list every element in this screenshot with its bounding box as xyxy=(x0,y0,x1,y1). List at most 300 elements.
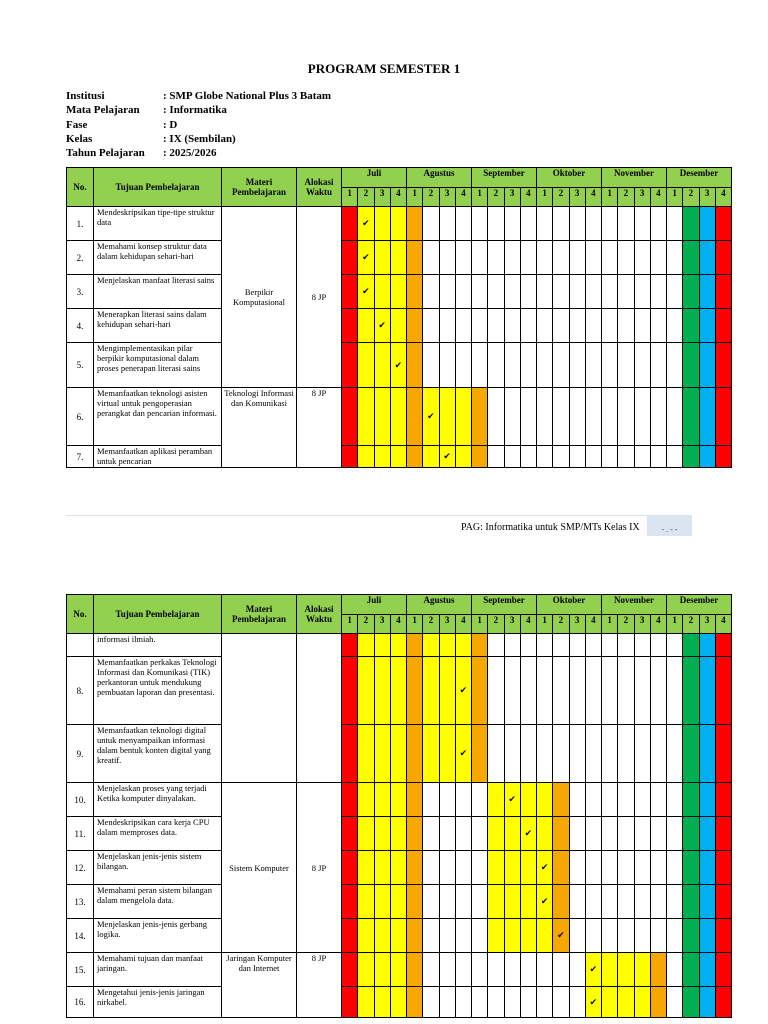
header-tujuan: Tujuan Pembelajaran xyxy=(94,168,222,207)
week-cell xyxy=(618,953,634,987)
week-cell xyxy=(504,275,520,309)
week-cell xyxy=(699,207,715,241)
table-row xyxy=(67,851,732,885)
week-cell xyxy=(699,657,715,725)
week-cell xyxy=(374,275,390,309)
week-cell xyxy=(423,783,439,817)
week-cell xyxy=(439,725,455,783)
week-cell xyxy=(667,851,683,885)
week-cell xyxy=(553,817,569,851)
table-row xyxy=(67,657,732,725)
week-cell xyxy=(390,919,406,953)
week-header: 2 xyxy=(358,188,374,207)
week-cell xyxy=(553,953,569,987)
week-cell xyxy=(390,207,406,241)
week-cell xyxy=(407,953,423,987)
week-header: 3 xyxy=(504,615,520,634)
week-cell xyxy=(390,885,406,919)
week-cell xyxy=(407,783,423,817)
week-cell xyxy=(374,657,390,725)
week-cell xyxy=(585,851,601,885)
week-cell xyxy=(569,241,585,275)
week-cell xyxy=(537,309,553,343)
week-cell xyxy=(699,275,715,309)
week-cell xyxy=(520,309,536,343)
week-cell xyxy=(634,446,650,468)
week-cell xyxy=(667,343,683,388)
week-cell xyxy=(374,987,390,1018)
week-cell xyxy=(667,987,683,1018)
week-cell xyxy=(602,885,618,919)
check-mark-icon: ✔ xyxy=(362,218,370,228)
week-cell xyxy=(374,783,390,817)
week-header: 2 xyxy=(618,615,634,634)
month-header: Oktober xyxy=(537,168,602,188)
week-cell xyxy=(618,388,634,446)
week-cell xyxy=(504,309,520,343)
week-cell xyxy=(342,275,358,309)
week-cell xyxy=(455,309,471,343)
week-cell xyxy=(504,987,520,1018)
week-cell xyxy=(634,885,650,919)
week-cell xyxy=(423,987,439,1018)
week-cell xyxy=(618,207,634,241)
week-cell xyxy=(618,241,634,275)
week-cell xyxy=(553,919,569,953)
week-cell xyxy=(553,783,569,817)
header-materi: Materi Pembelajaran xyxy=(222,168,297,207)
week-cell xyxy=(455,446,471,468)
week-header: 1 xyxy=(667,188,683,207)
week-cell xyxy=(342,388,358,446)
week-cell xyxy=(715,343,731,388)
week-cell xyxy=(650,987,666,1018)
month-header: Juli xyxy=(342,168,407,188)
week-cell xyxy=(650,657,666,725)
week-cell xyxy=(699,885,715,919)
week-cell xyxy=(585,783,601,817)
week-cell xyxy=(488,987,504,1018)
week-cell xyxy=(650,241,666,275)
week-cell xyxy=(374,388,390,446)
row-number: 6. xyxy=(67,388,94,446)
row-number: 14. xyxy=(67,919,94,953)
week-cell xyxy=(423,275,439,309)
week-cell xyxy=(537,634,553,657)
week-cell xyxy=(423,309,439,343)
week-cell xyxy=(439,309,455,343)
week-cell xyxy=(699,817,715,851)
week-cell xyxy=(439,275,455,309)
week-cell xyxy=(407,634,423,657)
week-cell xyxy=(667,919,683,953)
week-cell xyxy=(472,885,488,919)
alokasi-waktu: 8 JP xyxy=(297,388,342,468)
week-cell xyxy=(585,953,601,987)
week-cell xyxy=(537,388,553,446)
info-value: : SMP Globe National Plus 3 Batam xyxy=(163,90,332,102)
week-cell xyxy=(358,657,374,725)
week-cell xyxy=(537,817,553,851)
month-header: September xyxy=(472,168,537,188)
row-number: 2. xyxy=(67,241,94,275)
week-cell xyxy=(439,343,455,388)
week-cell xyxy=(585,987,601,1018)
row-number: 3. xyxy=(67,275,94,309)
week-cell xyxy=(520,634,536,657)
week-cell xyxy=(504,919,520,953)
week-cell xyxy=(699,309,715,343)
week-cell xyxy=(439,953,455,987)
row-number: 7. xyxy=(67,446,94,468)
week-cell xyxy=(537,885,553,919)
row-number: 13. xyxy=(67,885,94,919)
week-cell xyxy=(618,634,634,657)
week-cell xyxy=(423,953,439,987)
tujuan-pembelajaran: Memahami peran sistem bilangan dalam mengelola data. xyxy=(94,885,222,919)
week-cell xyxy=(390,634,406,657)
week-cell xyxy=(699,851,715,885)
week-cell xyxy=(407,275,423,309)
week-cell xyxy=(569,725,585,783)
week-cell xyxy=(390,953,406,987)
week-cell xyxy=(504,388,520,446)
week-cell xyxy=(455,919,471,953)
week-cell xyxy=(553,885,569,919)
week-cell xyxy=(618,919,634,953)
week-cell xyxy=(699,919,715,953)
table-row xyxy=(67,446,732,468)
week-cell xyxy=(634,725,650,783)
week-cell xyxy=(342,241,358,275)
tujuan-pembelajaran: Menjelaskan proses yang terjadi Ketika komputer dinyalakan. xyxy=(94,783,222,817)
week-header: 2 xyxy=(423,188,439,207)
week-cell xyxy=(342,343,358,388)
row-number: 12. xyxy=(67,851,94,885)
week-cell xyxy=(537,987,553,1018)
week-header: 4 xyxy=(650,188,666,207)
week-cell xyxy=(488,634,504,657)
week-cell xyxy=(455,657,471,725)
table-row xyxy=(67,725,732,783)
week-cell xyxy=(423,634,439,657)
week-cell xyxy=(504,851,520,885)
week-cell xyxy=(650,207,666,241)
tujuan-pembelajaran: Menjelaskan jenis-jenis gerbang logika. xyxy=(94,919,222,953)
document-title: PROGRAM SEMESTER 1 xyxy=(307,61,461,76)
month-header: Juli xyxy=(342,595,407,615)
week-cell xyxy=(569,388,585,446)
week-cell xyxy=(488,953,504,987)
header-alokasi: Alokasi Waktu xyxy=(297,595,342,634)
week-cell xyxy=(634,241,650,275)
week-header: 1 xyxy=(407,615,423,634)
alokasi-waktu: 8 JP xyxy=(297,207,342,388)
week-cell xyxy=(585,885,601,919)
week-cell xyxy=(358,817,374,851)
row-number: 5. xyxy=(67,343,94,388)
tujuan-pembelajaran: Memanfaatkan teknologi asisten virtual untuk pengoperasian perangkat dan pencarian informasi. xyxy=(94,388,222,446)
week-cell xyxy=(602,309,618,343)
table-row xyxy=(67,634,732,657)
tujuan-pembelajaran: Memanfaatkan teknologi digital untuk menyampaikan informasi dalam bentuk konten digital yang kreatif. xyxy=(94,725,222,783)
week-cell xyxy=(537,207,553,241)
week-cell xyxy=(650,446,666,468)
week-header: 3 xyxy=(699,188,715,207)
week-cell xyxy=(423,725,439,783)
week-cell xyxy=(423,343,439,388)
week-cell xyxy=(407,446,423,468)
week-cell xyxy=(504,953,520,987)
materi-pembelajaran xyxy=(222,634,297,783)
week-cell xyxy=(358,885,374,919)
week-cell xyxy=(358,241,374,275)
check-mark-icon: ✔ xyxy=(427,411,435,421)
week-cell xyxy=(602,817,618,851)
week-cell xyxy=(602,851,618,885)
week-cell xyxy=(472,919,488,953)
week-cell xyxy=(537,241,553,275)
week-cell xyxy=(569,343,585,388)
check-mark-icon: ✔ xyxy=(459,685,468,695)
week-cell xyxy=(537,657,553,725)
week-cell xyxy=(358,309,374,343)
week-cell xyxy=(520,343,536,388)
check-mark-icon: ✔ xyxy=(459,748,468,758)
materi-pembelajaran: Sistem Komputer xyxy=(222,783,297,953)
week-cell xyxy=(390,783,406,817)
week-cell xyxy=(634,634,650,657)
header-row xyxy=(67,168,732,188)
week-cell xyxy=(585,919,601,953)
week-cell xyxy=(618,446,634,468)
week-cell xyxy=(585,446,601,468)
week-cell xyxy=(358,634,374,657)
week-cell xyxy=(342,309,358,343)
week-cell xyxy=(602,783,618,817)
alokasi-waktu: 8 JP xyxy=(297,783,342,953)
week-cell xyxy=(553,446,569,468)
week-cell xyxy=(683,446,699,468)
week-header: 2 xyxy=(683,615,699,634)
week-cell xyxy=(699,388,715,446)
week-cell xyxy=(439,783,455,817)
week-cell xyxy=(537,446,553,468)
week-header: 4 xyxy=(455,615,471,634)
week-cell xyxy=(683,343,699,388)
info-value: : D xyxy=(163,118,178,131)
week-cell xyxy=(520,275,536,309)
week-cell xyxy=(374,207,390,241)
week-cell xyxy=(602,207,618,241)
week-cell xyxy=(585,241,601,275)
week-cell xyxy=(520,885,536,919)
week-cell xyxy=(569,885,585,919)
week-cell xyxy=(520,207,536,241)
week-cell xyxy=(602,275,618,309)
week-cell xyxy=(390,343,406,388)
week-cell xyxy=(342,987,358,1018)
week-cell xyxy=(390,275,406,309)
week-cell xyxy=(423,446,439,468)
check-mark-icon: ✔ xyxy=(508,794,516,804)
week-cell xyxy=(553,388,569,446)
header-no: No. xyxy=(67,168,94,207)
table-row xyxy=(67,241,732,275)
week-cell xyxy=(683,851,699,885)
week-cell xyxy=(683,919,699,953)
week-cell xyxy=(715,388,731,446)
week-cell xyxy=(667,783,683,817)
alokasi-waktu xyxy=(297,634,342,783)
month-header: Desember xyxy=(667,595,732,615)
week-cell xyxy=(667,634,683,657)
week-cell xyxy=(504,207,520,241)
week-cell xyxy=(472,953,488,987)
week-cell xyxy=(569,275,585,309)
week-cell xyxy=(667,207,683,241)
week-cell xyxy=(715,885,731,919)
row-number: 8. xyxy=(67,657,94,725)
week-cell xyxy=(472,275,488,309)
week-cell xyxy=(342,953,358,987)
week-cell xyxy=(699,987,715,1018)
tujuan-pembelajaran: Memahami tujuan dan manfaat jaringan. xyxy=(94,953,222,987)
week-cell xyxy=(520,953,536,987)
week-cell xyxy=(439,207,455,241)
week-cell xyxy=(553,657,569,725)
header-materi: Materi Pembelajaran xyxy=(222,595,297,634)
week-header: 4 xyxy=(650,615,666,634)
week-cell xyxy=(455,275,471,309)
week-cell xyxy=(439,919,455,953)
week-cell xyxy=(407,851,423,885)
week-cell xyxy=(407,241,423,275)
week-cell xyxy=(488,725,504,783)
week-cell xyxy=(650,817,666,851)
week-cell xyxy=(683,817,699,851)
week-cell xyxy=(602,919,618,953)
week-cell xyxy=(585,388,601,446)
week-cell xyxy=(455,343,471,388)
week-header: 3 xyxy=(569,188,585,207)
week-cell xyxy=(374,241,390,275)
week-cell xyxy=(553,634,569,657)
week-cell xyxy=(504,241,520,275)
week-cell xyxy=(650,885,666,919)
week-cell xyxy=(585,817,601,851)
week-cell xyxy=(699,783,715,817)
week-cell xyxy=(423,851,439,885)
week-cell xyxy=(390,309,406,343)
week-cell xyxy=(472,388,488,446)
week-cell xyxy=(504,783,520,817)
week-cell xyxy=(488,309,504,343)
week-header: 3 xyxy=(699,615,715,634)
week-cell xyxy=(683,388,699,446)
week-cell xyxy=(585,634,601,657)
week-header: 3 xyxy=(374,188,390,207)
week-cell xyxy=(520,817,536,851)
week-cell xyxy=(569,446,585,468)
week-cell xyxy=(358,953,374,987)
week-cell xyxy=(423,241,439,275)
week-cell xyxy=(683,275,699,309)
week-cell xyxy=(488,446,504,468)
week-cell xyxy=(650,953,666,987)
week-cell xyxy=(634,851,650,885)
week-cell xyxy=(488,275,504,309)
week-cell xyxy=(650,634,666,657)
week-cell xyxy=(585,207,601,241)
week-cell xyxy=(455,817,471,851)
table-row xyxy=(67,343,732,388)
week-cell xyxy=(569,953,585,987)
week-cell xyxy=(569,783,585,817)
week-cell xyxy=(602,241,618,275)
week-cell xyxy=(390,987,406,1018)
week-cell xyxy=(683,953,699,987)
week-cell xyxy=(553,725,569,783)
week-cell xyxy=(439,885,455,919)
week-cell xyxy=(439,657,455,725)
table-row xyxy=(67,987,732,1018)
week-cell xyxy=(667,817,683,851)
week-cell xyxy=(455,851,471,885)
week-cell xyxy=(699,446,715,468)
week-cell xyxy=(488,783,504,817)
week-cell xyxy=(488,817,504,851)
week-header: 2 xyxy=(488,615,504,634)
week-header: 4 xyxy=(585,615,601,634)
week-cell xyxy=(358,783,374,817)
week-cell xyxy=(715,657,731,725)
week-cell xyxy=(634,343,650,388)
week-header: 3 xyxy=(504,188,520,207)
week-cell xyxy=(683,657,699,725)
week-cell xyxy=(439,634,455,657)
week-cell xyxy=(455,885,471,919)
week-cell xyxy=(618,987,634,1018)
table-row xyxy=(67,885,732,919)
info-value: : Informatika xyxy=(163,104,227,117)
week-cell xyxy=(488,343,504,388)
week-cell xyxy=(715,446,731,468)
week-cell xyxy=(537,725,553,783)
week-cell xyxy=(488,657,504,725)
week-cell xyxy=(488,851,504,885)
week-cell xyxy=(667,388,683,446)
table-row xyxy=(67,388,732,446)
week-header: 3 xyxy=(634,615,650,634)
week-cell xyxy=(553,309,569,343)
week-header: 4 xyxy=(455,188,471,207)
materi-pembelajaran: Teknologi Informasi dan Komunikasi xyxy=(222,388,297,468)
week-cell xyxy=(553,207,569,241)
check-mark-icon: ✔ xyxy=(394,359,403,370)
check-mark-icon: ✔ xyxy=(540,896,549,906)
week-cell xyxy=(407,725,423,783)
week-header: 3 xyxy=(439,188,455,207)
week-cell xyxy=(390,817,406,851)
month-header: September xyxy=(472,595,537,615)
week-cell xyxy=(715,851,731,885)
tujuan-pembelajaran: Menjelaskan manfaat literasi sains xyxy=(94,275,222,309)
week-cell xyxy=(472,343,488,388)
week-cell xyxy=(699,241,715,275)
week-cell xyxy=(423,817,439,851)
week-cell xyxy=(715,783,731,817)
